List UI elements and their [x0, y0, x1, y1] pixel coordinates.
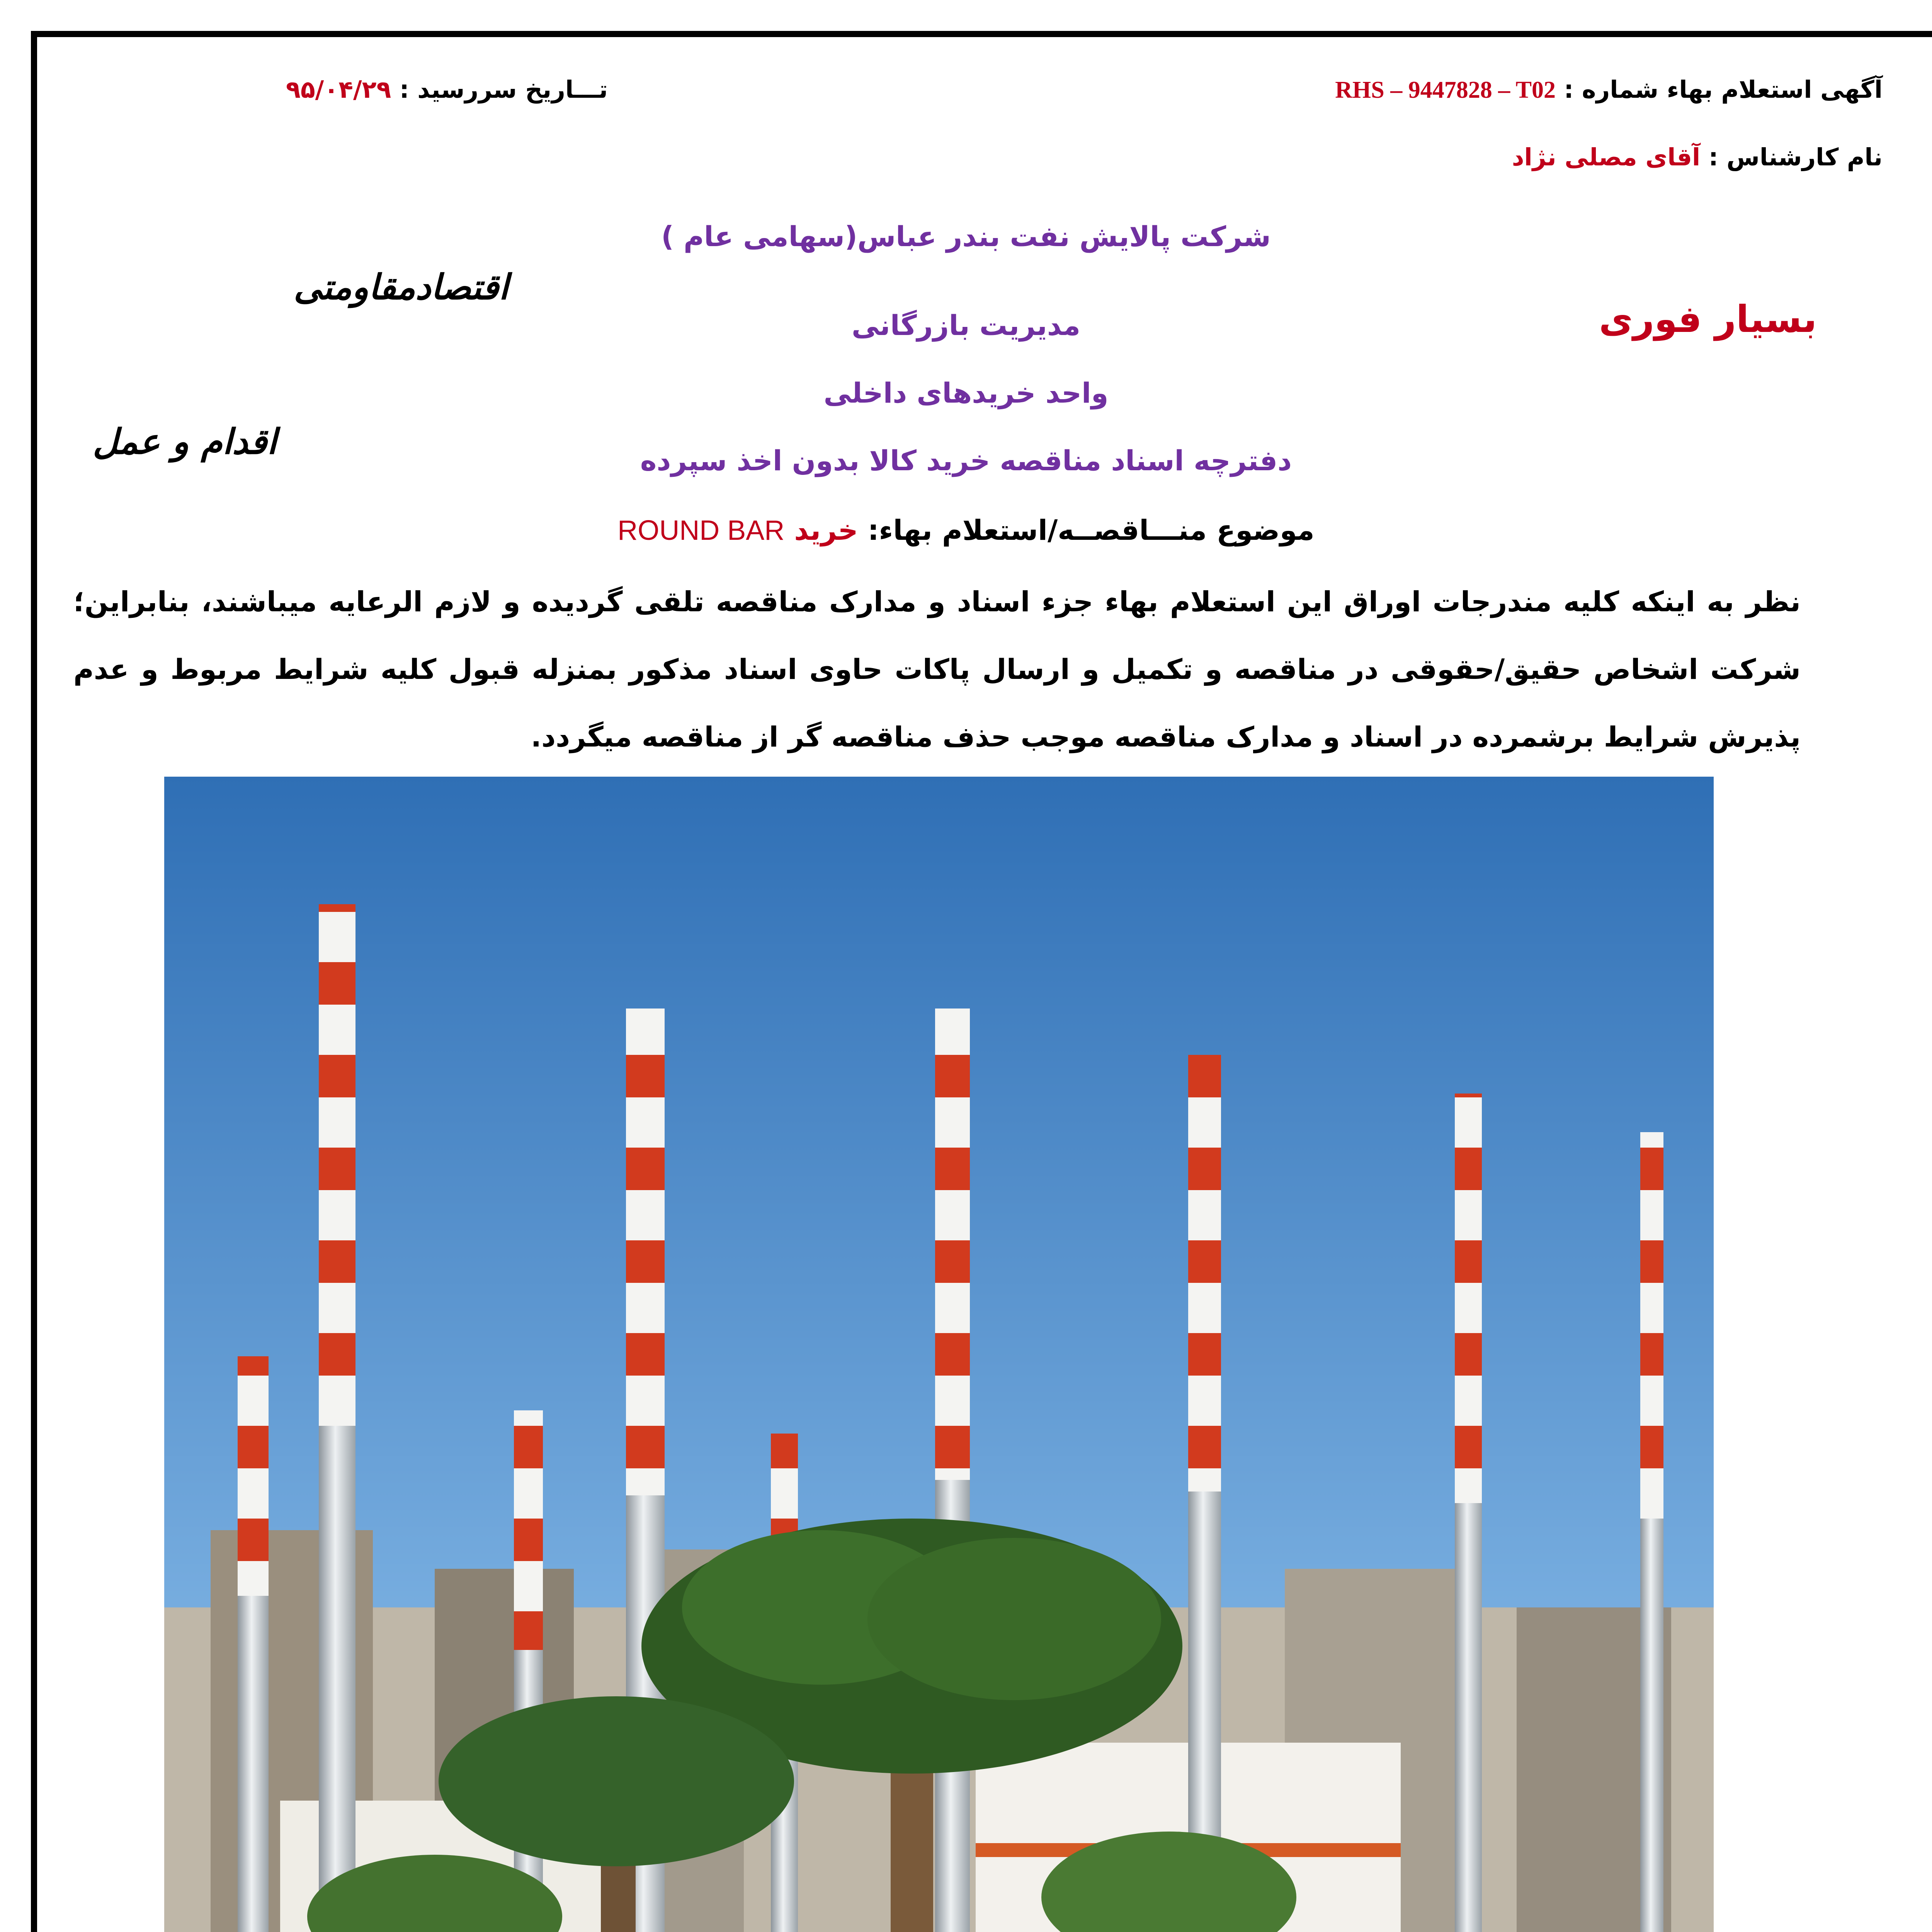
subject-item: ROUND BAR [617, 515, 785, 546]
management-title: مدیریت بازرگانی [851, 309, 1081, 342]
slogan-action: اقدام و عمل [93, 421, 277, 462]
company-title: شرکت پالایش نفت بندر عباس(سهامی عام ) [661, 220, 1271, 253]
urgent-label: بسیار فوری [1599, 298, 1817, 341]
due-date-label: تـــاریخ سررسید : [391, 75, 608, 104]
body-paragraph: نظر به اینکه کلیه مندرجات اوراق این استعلام بهاء جزء اسناد و مدارک مناقصه تلقی گردیده و لازم الرعایه میباشند، بنابراین؛ شرکت اشخاص حقیق/حقوقی در مناقصه و تکمیل و ارسال پاکات حاوی اسناد مذکور بمنزله قبول کلیه شرایط مربوط و عدم پذیرش شرایط برشمرده در اسناد و مدارک مناقصه موجب حذف مناقصه گر از مناقصه میگردد. [73, 585, 1801, 753]
expert-label: نام کارشناس : [1700, 143, 1883, 171]
announcement-number: RHS – 9447828 – T02 [1335, 77, 1556, 103]
refinery-illustration [164, 777, 1714, 1932]
unit-title: واحد خریدهای داخلی [823, 377, 1109, 409]
due-date-value: ۹۵/۰۴/۲۹ [286, 75, 391, 104]
subject-line [386, 514, 1546, 546]
due-date-line [286, 75, 608, 104]
subject-label: موضوع منـــاقصــه/استعلام بهاء: [858, 514, 1315, 546]
subject-keyword: خرید [794, 514, 858, 546]
announcement-label: آگهی استعلام بهاء شماره : [1555, 75, 1883, 104]
expert-name: آقای مصلی نژاد [1512, 143, 1701, 171]
expert-line [1512, 143, 1883, 171]
slogan-resistance-economy: اقتصادمقاومتی [294, 267, 509, 308]
announcement-number-line [1335, 75, 1883, 104]
refinery-photo [164, 777, 1714, 1932]
booklet-title: دفترچه اسناد مناقصه خرید کالا بدون اخذ سپرده [640, 444, 1292, 477]
